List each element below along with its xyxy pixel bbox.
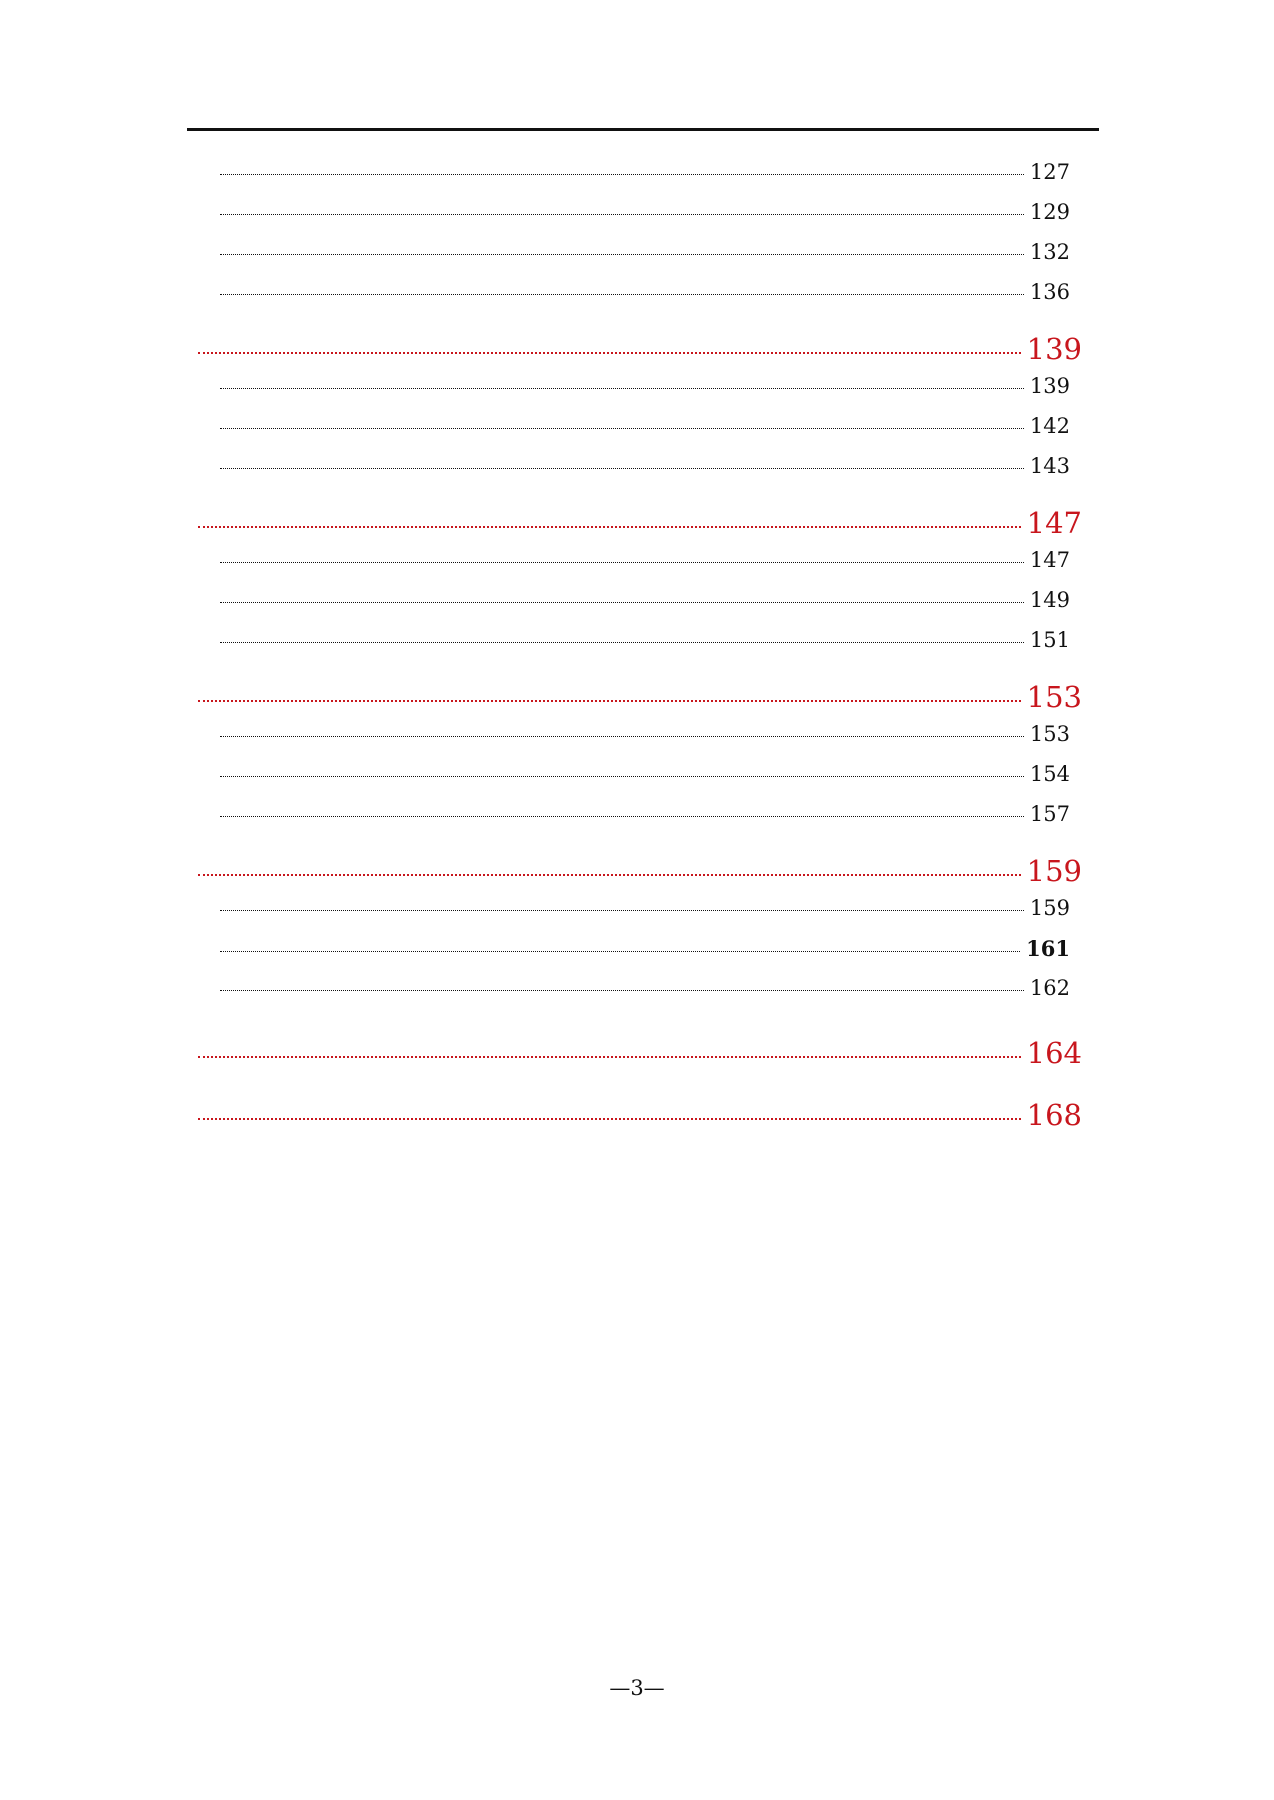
toc-entry[interactable] [192, 240, 1082, 280]
toc-entry[interactable] [192, 588, 1082, 628]
toc-entry-page: 159 [1029, 896, 1070, 920]
toc-entry[interactable] [192, 802, 1082, 842]
dot-leader [198, 1056, 1021, 1058]
dot-leader [220, 990, 1024, 991]
toc-entry-page: 136 [1029, 280, 1070, 304]
page-number: —3— [609, 1676, 665, 1700]
dot-leader [220, 214, 1024, 215]
toc-entry-page: 147 [1029, 548, 1070, 572]
toc-chapter-page: 147 [1026, 506, 1082, 540]
toc-entry-page: 143 [1029, 454, 1070, 478]
toc-entry-page: 161 [1026, 936, 1070, 961]
toc-entry[interactable] [192, 200, 1082, 240]
toc-chapter[interactable] [192, 332, 1082, 374]
toc-chapter[interactable] [192, 680, 1082, 722]
dot-leader [220, 562, 1024, 563]
toc-entry[interactable] [192, 548, 1082, 588]
toc-entry-page: 149 [1029, 588, 1070, 612]
toc-chapter-page: 164 [1026, 1036, 1082, 1070]
toc-chapter[interactable] [192, 1098, 1082, 1140]
toc-chapter-page: 168 [1026, 1098, 1082, 1132]
toc-entry-page: 162 [1029, 976, 1070, 1000]
toc-chapter-page: 139 [1026, 332, 1082, 366]
toc-entry-page: 142 [1029, 414, 1070, 438]
dot-leader [220, 174, 1024, 175]
toc-entry-page: 139 [1029, 374, 1070, 398]
dot-leader [220, 910, 1024, 911]
toc-entry-page: 151 [1029, 628, 1070, 652]
toc-entry[interactable] [192, 976, 1082, 1016]
dot-leader [220, 642, 1024, 643]
toc-chapter[interactable] [192, 854, 1082, 896]
dot-leader [220, 428, 1024, 429]
dot-leader [220, 776, 1024, 777]
dot-leader [198, 700, 1021, 702]
dot-leader [198, 352, 1021, 354]
dot-leader [220, 736, 1024, 737]
dot-leader [220, 951, 1020, 952]
toc-entry-page: 157 [1029, 802, 1070, 826]
toc-entry-page: 127 [1029, 160, 1070, 184]
toc-entry-page: 154 [1029, 762, 1070, 786]
toc-entry[interactable] [192, 454, 1082, 494]
toc-entry[interactable] [192, 374, 1082, 414]
table-of-contents [192, 160, 1082, 1140]
toc-entry-page: 153 [1029, 722, 1070, 746]
toc-chapter-page: 159 [1026, 854, 1082, 888]
dot-leader [220, 294, 1024, 295]
toc-entry[interactable] [192, 414, 1082, 454]
toc-entry[interactable] [192, 762, 1082, 802]
toc-chapter[interactable] [192, 1036, 1082, 1078]
dot-leader [220, 816, 1024, 817]
dot-leader [220, 602, 1024, 603]
toc-entry[interactable] [192, 896, 1082, 936]
dot-leader [198, 526, 1021, 528]
dot-leader [198, 874, 1021, 876]
toc-entry-page: 132 [1029, 240, 1070, 264]
toc-entry[interactable] [192, 936, 1082, 976]
dot-leader [220, 254, 1024, 255]
dot-leader [198, 1118, 1021, 1120]
dot-leader [220, 388, 1024, 389]
toc-entry[interactable] [192, 280, 1082, 320]
dot-leader [220, 468, 1024, 469]
header-rule [187, 128, 1099, 131]
toc-entry[interactable] [192, 628, 1082, 668]
toc-entry[interactable] [192, 722, 1082, 762]
toc-entry-page: 129 [1029, 200, 1070, 224]
toc-chapter[interactable] [192, 506, 1082, 548]
toc-chapter-page: 153 [1026, 680, 1082, 714]
toc-entry[interactable] [192, 160, 1082, 200]
